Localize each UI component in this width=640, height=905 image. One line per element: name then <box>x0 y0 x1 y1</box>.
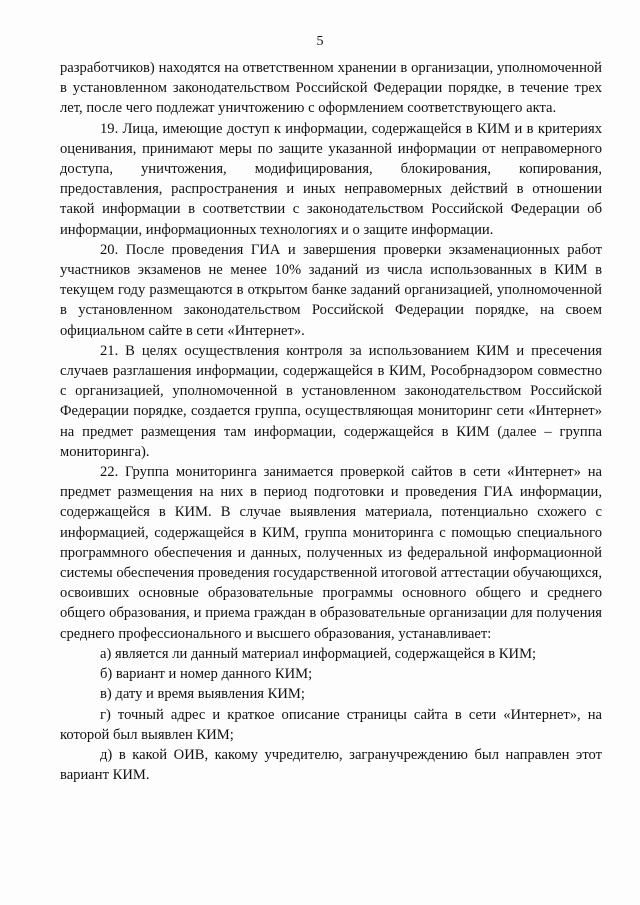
paragraph-continuation: разработчиков) находятся на ответственном хранении в организации, уполномоченной в установленном законодательством Российской Федерации порядке, в течение трех лет, после чего подлежат уничтожению с оформлением соответствующего акта. <box>60 60 602 117</box>
paragraph-21: 21. В целях осуществления контроля за использованием КИМ и пресечения случаев разглашения информации, содержащейся в КИМ, Рособрнадзором совместно с организацией, уполномоченной в установленном законодательством Российской Федерации порядке, создается группа, осуществляющая мониторинг сети «Интернет» на предмет размещения там информации, содержащейся в КИМ (далее – группа мониторинга). <box>60 342 602 460</box>
page-number: 5 <box>316 34 324 49</box>
list-item-d: д) в какой ОИВ, какому учредителю, загранучреждению был направлен этот вариант КИМ. <box>60 746 602 784</box>
paragraph-20: 20. После проведения ГИА и завершения проверки экзаменационных работ участников экзаменов не менее 10% заданий из числа использованных в КИМ в текущем году размещаются в открытом банке заданий организацией, уполномоченной в установленном законодательством Российской Федерации порядке, на своем официальном сайте в сети «Интернет». <box>60 241 602 339</box>
list-item-g: г) точный адрес и краткое описание страницы сайта в сети «Интернет», на которой был выявлен КИМ; <box>60 706 602 743</box>
list-item-b: б) вариант и номер данного КИМ; <box>100 666 313 683</box>
document-body <box>60 58 602 785</box>
list-item-a: а) является ли данный материал информацией, содержащейся в КИМ; <box>100 645 537 662</box>
paragraph-22: 22. Группа мониторинга занимается проверкой сайтов в сети «Интернет» на предмет размещения на них в период подготовки и проведения ГИА информации, содержащейся в КИМ. В случае выявления материала, потенциально схожего с информацией, содержащейся в КИМ, группа мониторинга с помощью специального программного обеспечения и данных, полученных из федеральной информационной системы обеспечения проведения государственной итоговой аттестации обучающихся, освоивших основные образовательные программы основного общего и среднего общего образования, и приема граждан в образовательные организации для получения среднего профессионального и высшего образования, устанавливает: <box>60 464 602 642</box>
paragraph-19: 19. Лица, имеющие доступ к информации, содержащейся в КИМ и в критериях оценивания, принимают меры по защите указанной информации от неправомерного доступа, уничтожения, модифицирования, блокирования, копирования, предоставления, распространения и иных неправомерных действий в отношении такой информации в соответствии с законодательством Российской Федерации об информации, информационных технологиях и о защите информации. <box>60 120 602 238</box>
list-item-v: в) дату и время выявления КИМ; <box>100 686 305 703</box>
